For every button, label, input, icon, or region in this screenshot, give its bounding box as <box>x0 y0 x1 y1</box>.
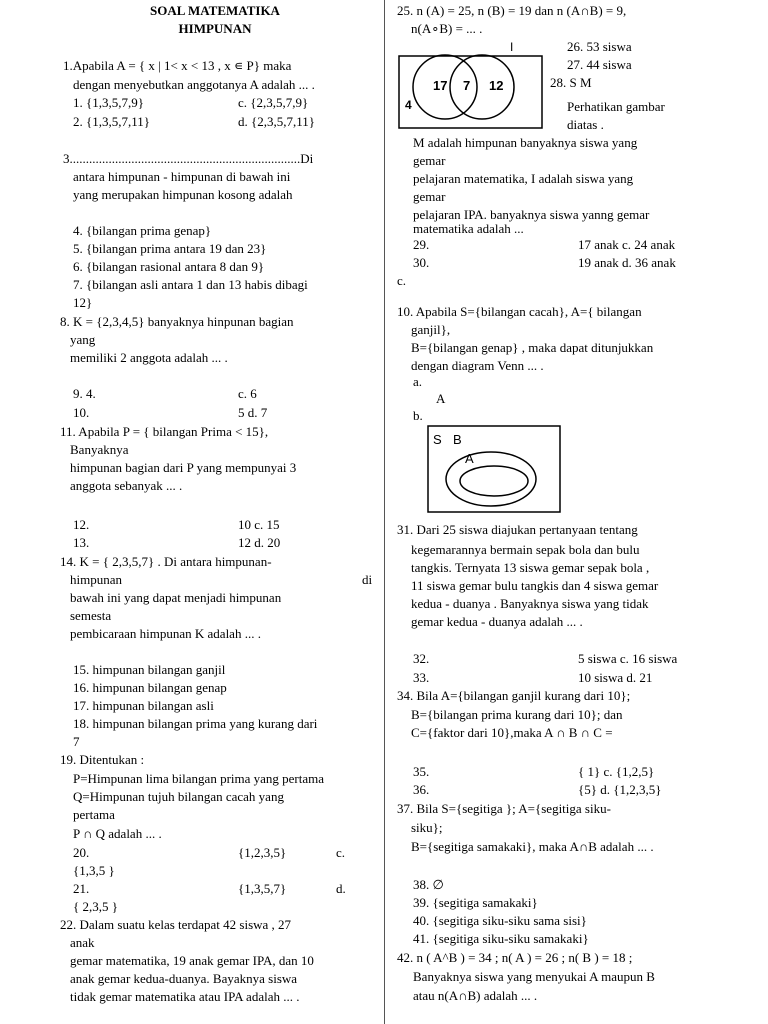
right-text-line: ganjil}, <box>411 322 451 337</box>
left-text-line: 19. Ditentukan : <box>60 752 145 767</box>
left-text-line: anak gemar kedua-duanya. Bayaknya siswa <box>70 971 298 986</box>
right-text-line: 30. <box>413 255 430 270</box>
left-text-line: 21. <box>73 881 90 896</box>
right-text-line: siku}; <box>411 820 443 835</box>
left-text-line: c. {2,3,5,7,9} <box>238 95 309 110</box>
left-text-line: tidak gemar matematika atau IPA adalah ... . <box>70 989 300 1004</box>
right-text-line: matematika adalah ... <box>413 221 524 236</box>
right-text-line: 34. Bila A={bilangan ganjil kurang dari 10}; <box>397 688 631 703</box>
right-text-line: 40. {segitiga siku-siku sama sisi} <box>413 913 587 928</box>
left-text-line: yang <box>70 332 96 347</box>
left-text-line: 17. himpunan bilangan asli <box>73 698 214 713</box>
right-text-line: 39. {segitiga samakaki} <box>413 895 538 910</box>
right-text-line: 42. n ( A^B ) = 34 ; n( A ) = 26 ; n( B ) = 18 ; <box>397 950 633 965</box>
left-text-line: 20. <box>73 845 90 860</box>
left-text-line: 10 c. 15 <box>238 517 280 532</box>
right-text-line: B={bilangan genap} , maka dapat ditunjukkan <box>411 340 654 355</box>
right-text-line: { 1} c. {1,2,5} <box>578 764 655 779</box>
left-text-line: c. 6 <box>238 386 257 401</box>
right-text-line: b. <box>413 408 423 423</box>
left-text-line: 10. <box>73 405 90 420</box>
left-text-line: c. <box>336 845 346 860</box>
right-text-line: dengan diagram Venn ... . <box>411 358 544 373</box>
left-text-line: P=Himpunan lima bilangan prima yang pertama <box>73 771 325 786</box>
left-text-line: 5 d. 7 <box>238 405 268 420</box>
right-text-line: 38. ∅ <box>413 877 444 892</box>
venn2-label-s: S <box>433 432 442 447</box>
right-text-line: 41. {segitiga siku-siku samakaki} <box>413 931 589 946</box>
right-text-line: Perhatikan gambar <box>567 99 665 114</box>
title-line-1: SOAL MATEMATIKA <box>150 3 280 18</box>
right-text-line: a. <box>413 374 423 389</box>
title-line-2: HIMPUNAN <box>178 21 252 36</box>
column-divider <box>384 0 385 1024</box>
left-text-line: anggota sebanyak ... . <box>70 478 183 493</box>
left-text-line: d. {2,3,5,7,11} <box>238 114 315 129</box>
venn1-circle-i <box>450 55 514 119</box>
left-text-line: pertama <box>73 807 115 822</box>
left-text-line: dengan menyebutkan anggotanya A adalah ... . <box>73 77 315 92</box>
right-text-line: kegemarannya bermain sepak bola dan bulu <box>411 542 640 557</box>
right-text-line: 27. 44 siswa <box>567 57 632 72</box>
left-text-line: 1.Apabila A = { x | 1< x < 13 , x ∊ P} maka <box>63 58 292 73</box>
left-text-line: 11. Apabila P = { bilangan Prima < 15}, <box>60 424 269 439</box>
right-text-line: gemar kedua - duanya adalah ... . <box>411 614 583 629</box>
right-text-line: 28. S M <box>550 75 592 90</box>
left-text-line: memiliki 2 anggota adalah ... . <box>70 350 228 365</box>
right-text-line: Banyaknya siswa yang menyukai A maupun B <box>413 969 655 984</box>
venn-diagram-s-b-a <box>427 425 562 515</box>
right-text-line: pelajaran IPA. banyaknya siswa yanng gemar <box>413 207 650 222</box>
right-text-line: gemar <box>413 153 446 168</box>
left-text-line: {1,3,5 } <box>73 863 115 878</box>
right-text-line: M adalah himpunan banyaknya siswa yang <box>413 135 638 150</box>
left-text-line: 1. {1,3,5,7,9} <box>73 95 144 110</box>
right-text-line: 10. Apabila S={bilangan cacah}, A={ bilangan <box>397 304 642 319</box>
left-text-line: 7. {bilangan asli antara 1 dan 13 habis dibagi <box>73 277 308 292</box>
venn2-universe-rect <box>428 426 560 512</box>
right-text-line: tangkis. Ternyata 13 siswa gemar sepak bola , <box>411 560 650 575</box>
right-text-line: 5 siswa c. 16 siswa <box>578 651 678 666</box>
venn1-outside: 4 <box>405 98 412 112</box>
left-text-line: 12. <box>73 517 90 532</box>
right-text-line: C={faktor dari 10},maka A ∩ B ∩ C = <box>411 725 613 740</box>
venn2-ellipse-a <box>460 466 528 496</box>
right-text-line: 11 siswa gemar bulu tangkis dan 4 siswa gemar <box>411 578 659 593</box>
left-text-line: {1,2,3,5} <box>238 845 287 860</box>
left-text-line: 15. himpunan bilangan ganjil <box>73 662 226 677</box>
right-text-line: 17 anak c. 24 anak <box>578 237 676 252</box>
right-text-line: c. <box>397 273 407 288</box>
left-text-line: 9. 4. <box>73 386 96 401</box>
right-text-line: A <box>436 391 446 406</box>
left-text-line: bawah ini yang dapat menjadi himpunan <box>70 590 282 605</box>
right-text-line: diatas . <box>567 117 604 132</box>
left-text-line: himpunan <box>70 572 122 587</box>
left-text-line: 18. himpunan bilangan prima yang kurang dari <box>73 716 318 731</box>
left-text-line: 4. {bilangan prima genap} <box>73 223 212 238</box>
left-text-line: 3.......................................................................Di <box>63 151 314 166</box>
right-text-line: 26. 53 siswa <box>567 39 632 54</box>
left-text-line: di <box>362 572 373 587</box>
left-text-line: {1,3,5,7} <box>238 881 287 896</box>
left-text-line: himpunan bagian dari P yang mempunyai 3 <box>70 460 297 475</box>
left-text-line: gemar matematika, 19 anak gemar IPA, dan 10 <box>70 953 314 968</box>
left-text-line: 12 d. 20 <box>238 535 281 550</box>
left-text-line: Banyaknya <box>70 442 129 457</box>
left-text-line: 6. {bilangan rasional antara 8 dan 9} <box>73 259 265 274</box>
right-text-line: 31. Dari 25 siswa diajukan pertanyaan tentang <box>397 522 638 537</box>
left-text-line: 2. {1,3,5,7,11} <box>73 114 150 129</box>
venn1-only-m: 17 <box>433 78 448 93</box>
left-text-line: 8. K = {2,3,4,5} banyaknya hinpunan bagian <box>60 314 294 329</box>
left-text-line: d. <box>336 881 346 896</box>
venn-diagram-math-ipa <box>397 37 547 132</box>
right-text-line: 29. <box>413 237 430 252</box>
left-text-line: anak <box>70 935 95 950</box>
venn1-both: 7 <box>463 78 471 93</box>
left-text-line: 13. <box>73 535 90 550</box>
venn2-label-a: A <box>465 451 474 466</box>
right-text-line: 32. <box>413 651 430 666</box>
right-text-line: 37. Bila S={segitiga }; A={segitiga siku- <box>397 801 611 816</box>
left-text-line: pembicaraan himpunan K adalah ... . <box>70 626 261 641</box>
venn2-label-b: B <box>453 432 462 447</box>
right-text-line: pelajaran matematika, I adalah siswa yang <box>413 171 634 186</box>
left-text-line: 16. himpunan bilangan genap <box>73 680 227 695</box>
left-text-line: semesta <box>70 608 112 623</box>
right-text-line: gemar <box>413 189 446 204</box>
right-text-line: B={segitiga samakaki}, maka A∩B adalah ... . <box>411 839 654 854</box>
right-text-line: {5} d. {1,2,3,5} <box>578 782 662 797</box>
venn1-only-i: 12 <box>489 78 504 93</box>
right-text-line: n(A∘B) = ... . <box>411 21 483 36</box>
right-text-line: 25. n (A) = 25, n (B) = 19 dan n (A∩B) = 9, <box>397 3 627 18</box>
left-text-line: 22. Dalam suatu kelas terdapat 42 siswa , 27 <box>60 917 292 932</box>
left-text-line: 7 <box>73 734 80 749</box>
right-text-line: 33. <box>413 670 430 685</box>
right-text-line: atau n(A∩B) adalah ... . <box>413 988 538 1003</box>
left-text-line: { 2,3,5 } <box>73 899 118 914</box>
right-text-line: 36. <box>413 782 430 797</box>
left-text-line: 12} <box>73 295 93 310</box>
right-text-line: B={bilangan prima kurang dari 10}; dan <box>411 707 623 722</box>
venn1-label-i: I <box>510 40 514 54</box>
left-text-line: antara himpunan - himpunan di bawah ini <box>73 169 291 184</box>
left-text-line: 5. {bilangan prima antara 19 dan 23} <box>73 241 267 256</box>
left-text-line: 14. K = { 2,3,5,7} . Di antara himpunan- <box>60 554 272 569</box>
right-text-line: kedua - duanya . Banyaknya siswa yang tidak <box>411 596 649 611</box>
left-text-line: P ∩ Q adalah ... . <box>73 826 162 841</box>
right-text-line: 35. <box>413 764 430 779</box>
left-text-line: Q=Himpunan tujuh bilangan cacah yang <box>73 789 284 804</box>
left-text-line: yang merupakan himpunan kosong adalah <box>73 187 293 202</box>
right-text-line: 19 anak d. 36 anak <box>578 255 676 270</box>
right-text-line: 10 siswa d. 21 <box>578 670 653 685</box>
